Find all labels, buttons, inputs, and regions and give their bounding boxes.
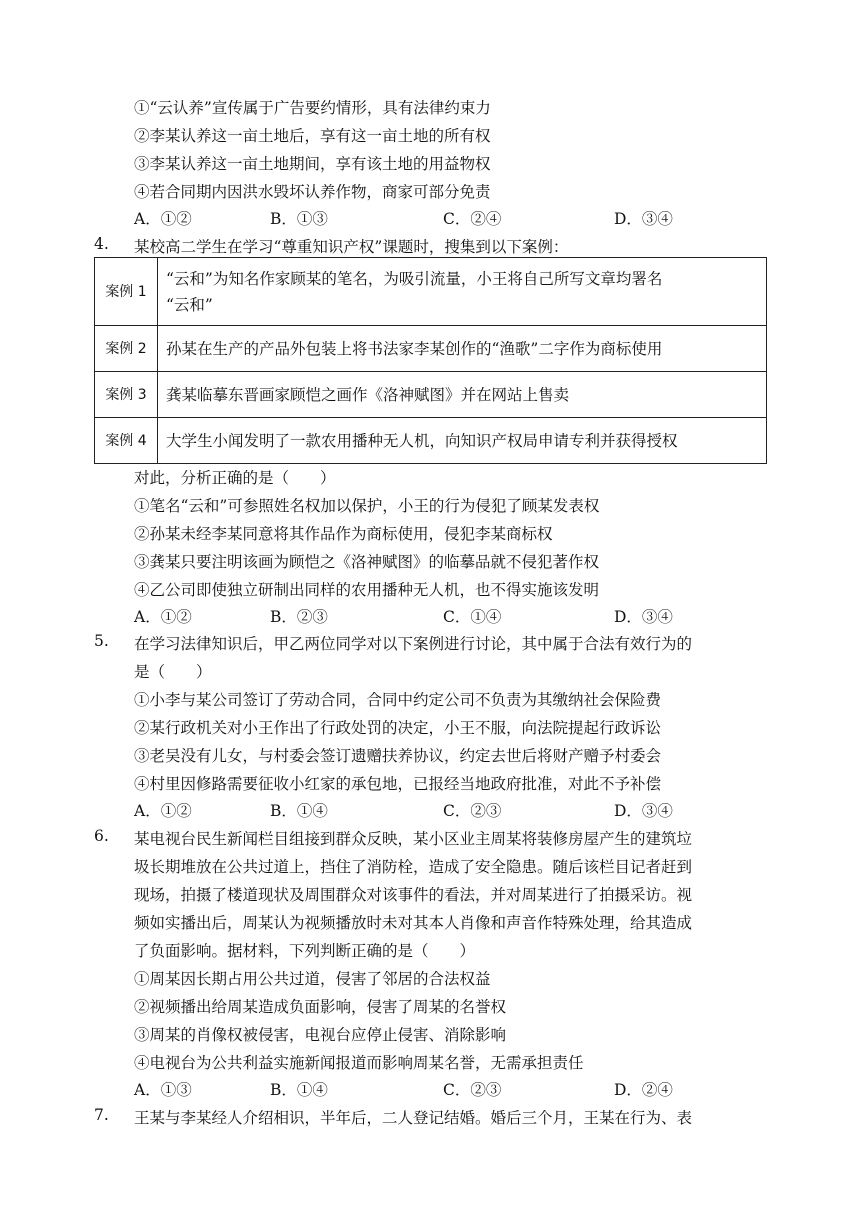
case-label: 案例 3	[95, 372, 158, 418]
q3-option-a: A．①②	[134, 210, 192, 228]
q5-option-d: D．③④	[614, 802, 673, 820]
case-text-line: “云和”	[166, 295, 213, 314]
case-text: 大学生小闻发明了一款农用播种无人机，向知识产权局申请专利并获得授权	[158, 418, 767, 464]
q5-option-c: C．②③	[443, 802, 502, 820]
q4-option-a: A．①②	[134, 608, 192, 626]
q6-stem-line: 圾长期堆放在公共过道上，挡住了消防栓，造成了安全隐患。随后该栏目记者赶到	[134, 858, 693, 876]
q4-option-c: C．①④	[443, 608, 502, 626]
case-row	[95, 372, 767, 418]
case-row	[95, 418, 767, 464]
q4-item-2: ②孙某未经李某同意将其作品作为商标使用，侵犯李某商标权	[134, 525, 553, 543]
q6-item-2: ②视频播出给周某造成负面影响，侵害了周某的名誉权	[134, 998, 507, 1016]
q3-option-b: B．①③	[270, 210, 328, 228]
case-text-line: “云和”为知名作家顾某的笔名，为吸引流量，小王将自己所写文章均署名	[166, 269, 663, 288]
q7-number: 7.	[94, 1106, 109, 1124]
q4-option-b: B．②③	[270, 608, 328, 626]
q5-item-2: ②某行政机关对小王作出了行政处罚的决定，小王不服，向法院提起行政诉讼	[134, 719, 662, 737]
q5-stem-line: 是（ ）	[134, 663, 212, 681]
q3-option-c: C．②④	[443, 210, 502, 228]
q5-option-b: B．①④	[270, 802, 328, 820]
q6-stem-line: 某电视台民生新闻栏目组接到群众反映，某小区业主周某将装修房屋产生的建筑垃	[134, 830, 693, 848]
q6-stem-line: 了负面影响。据材料，下列判断正确的是（ ）	[134, 942, 476, 960]
q4-item-4: ④乙公司即使独立研制出同样的农用播种无人机，也不得实施该发明	[134, 581, 600, 599]
q6-option-d: D．②④	[614, 1081, 673, 1099]
q3-option-d: D．③④	[614, 210, 673, 228]
q5-item-3: ③老吴没有儿女，与村委会签订遗赠扶养协议，约定去世后将财产赠予村委会	[134, 747, 662, 765]
q3-item-4: ④若合同期内因洪水毁坏认养作物，商家可部分免责	[134, 183, 491, 201]
q6-option-b: B．①④	[270, 1081, 328, 1099]
case-text	[158, 258, 767, 326]
q4-stem: 某校高二学生在学习“尊重知识产权”课题时，搜集到以下案例：	[134, 238, 569, 256]
q4-number: 4.	[94, 235, 109, 253]
q7-stem-line: 王某与李某经人介绍相识，半年后，二人登记结婚。婚后三个月，王某在行为、表	[134, 1109, 693, 1127]
case-row	[95, 258, 767, 326]
q4-item-3: ③龚某只要注明该画为顾恺之《洛神赋图》的临摹品就不侵犯著作权	[134, 553, 600, 571]
q6-number: 6.	[94, 827, 109, 845]
case-table	[94, 257, 767, 464]
q6-item-4: ④电视台为公共利益实施新闻报道而影响周某名誉，无需承担责任	[134, 1054, 584, 1072]
q5-number: 5.	[94, 632, 109, 650]
q6-item-1: ①周某因长期占用公共过道，侵害了邻居的合法权益	[134, 970, 491, 988]
q3-item-2: ②李某认养这一亩土地后，享有这一亩土地的所有权	[134, 127, 491, 145]
q6-item-3: ③周某的肖像权被侵害，电视台应停止侵害、消除影响	[134, 1026, 507, 1044]
case-label: 案例 2	[95, 326, 158, 372]
q5-item-4: ④村里因修路需要征收小红家的承包地，已报经当地政府批准，对此不予补偿	[134, 775, 662, 793]
q4-question: 对此，分析正确的是（ ）	[134, 469, 336, 487]
q4-option-d: D．③④	[614, 608, 673, 626]
q4-item-1: ①笔名“云和”可参照姓名权加以保护，小王的行为侵犯了顾某发表权	[134, 497, 600, 515]
case-text: 孙某在生产的产品外包装上将书法家李某创作的“渔歌”二字作为商标使用	[158, 326, 767, 372]
q6-option-c: C．②③	[443, 1081, 502, 1099]
q3-item-3: ③李某认养这一亩土地期间，享有该土地的用益物权	[134, 155, 491, 173]
case-row	[95, 326, 767, 372]
q6-option-a: A．①③	[134, 1081, 192, 1099]
case-label: 案例 4	[95, 418, 158, 464]
q5-option-a: A．①②	[134, 802, 192, 820]
q3-item-1: ①“云认养”宣传属于广告要约情形，具有法律约束力	[134, 99, 491, 117]
q5-stem-line: 在学习法律知识后，甲乙两位同学对以下案例进行讨论，其中属于合法有效行为的	[134, 635, 693, 653]
case-label: 案例 1	[95, 258, 158, 326]
case-text: 龚某临摹东晋画家顾恺之画作《洛神赋图》并在网站上售卖	[158, 372, 767, 418]
q6-stem-line: 频如实播出后，周某认为视频播放时未对其本人肖像和声音作特殊处理，给其造成	[134, 914, 693, 932]
q6-stem-line: 现场，拍摄了楼道现状及周围群众对该事件的看法，并对周某进行了拍摄采访。视	[134, 886, 693, 904]
q5-item-1: ①小李与某公司签订了劳动合同，合同中约定公司不负责为其缴纳社会保险费	[134, 691, 662, 709]
